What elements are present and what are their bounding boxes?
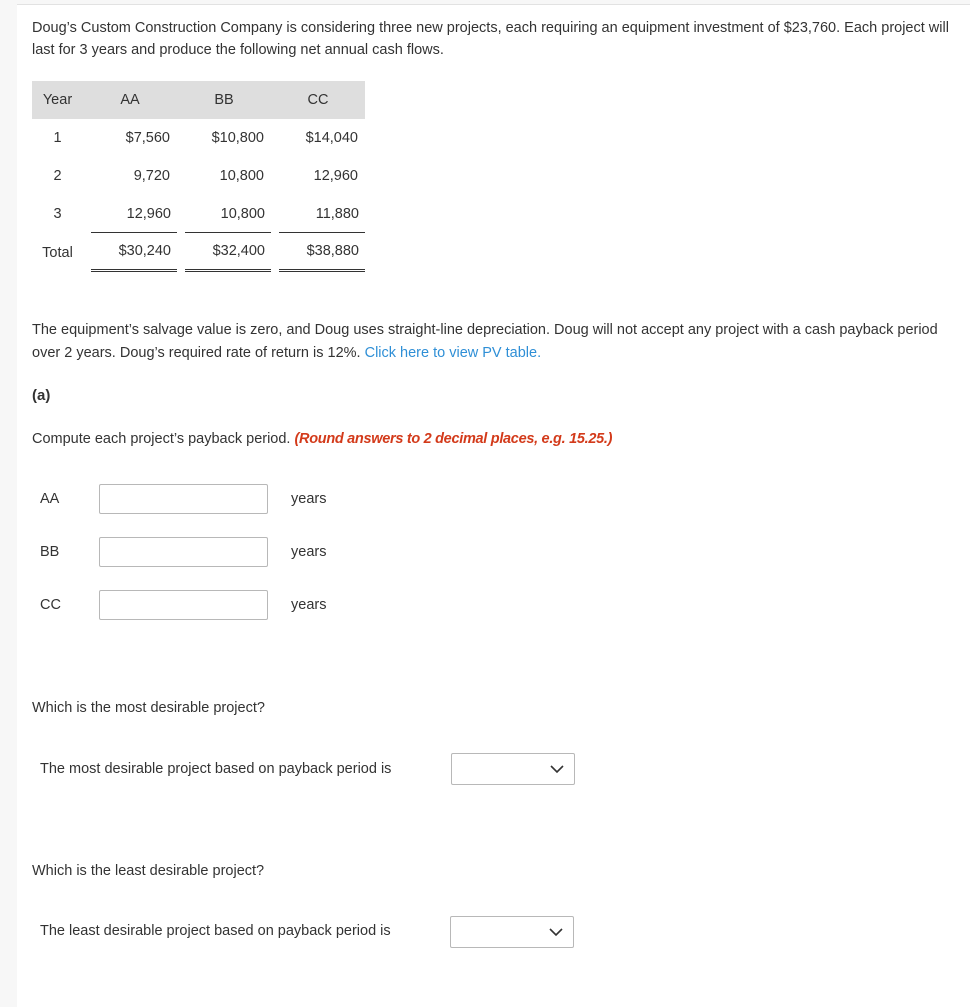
payback-aa-input[interactable] xyxy=(99,484,268,514)
answer-row-aa xyxy=(32,484,432,516)
assumptions-text xyxy=(32,319,962,365)
header-aa: AA xyxy=(83,81,177,119)
bb-total: $32,400 xyxy=(185,233,271,272)
cc-value: 12,960 xyxy=(313,168,358,184)
instruction-text: Compute each project’s payback period. xyxy=(32,431,291,447)
answer-label: AA xyxy=(40,491,60,507)
aa-total: $30,240 xyxy=(91,233,177,272)
year-cell: 1 xyxy=(53,130,62,146)
unit-label: years xyxy=(291,597,327,613)
least-desirable-select[interactable] xyxy=(450,916,574,948)
pv-table-link[interactable]: Click here to view PV table. xyxy=(364,345,542,361)
answer-label: BB xyxy=(40,544,60,560)
unit-label: years xyxy=(291,544,327,560)
bb-value: $10,800 xyxy=(211,130,264,146)
least-desirable-question: Which is the least desirable project? xyxy=(32,863,265,879)
cash-flow-table xyxy=(32,81,365,272)
answer-label: CC xyxy=(40,597,61,613)
table-row xyxy=(32,157,365,195)
intro-text: Doug’s Custom Construction Company is considering three new projects, each requiring an equipment investment of $23,760. Each project will last for 3 years and produce the following net annual cash flows. xyxy=(32,20,949,58)
bb-value: 10,800 xyxy=(185,196,271,233)
header-year: Year xyxy=(32,81,83,119)
payback-bb-input[interactable] xyxy=(99,537,268,567)
chevron-down-icon xyxy=(549,763,565,775)
rounding-hint: (Round answers to 2 decimal places, e.g. 15.25.) xyxy=(294,431,613,447)
table-header-row xyxy=(32,81,365,119)
answer-row-cc xyxy=(32,590,432,622)
table-row xyxy=(32,195,365,233)
total-label: Total xyxy=(42,244,73,261)
question-panel xyxy=(17,4,970,1007)
instruction xyxy=(32,431,612,447)
aa-value: 9,720 xyxy=(133,168,170,184)
cc-value: $14,040 xyxy=(305,130,358,146)
cc-total: $38,880 xyxy=(279,233,365,272)
header-bb: BB xyxy=(177,81,271,119)
part-label: (a) xyxy=(32,387,51,404)
bb-value: 10,800 xyxy=(219,168,264,184)
year-cell: 3 xyxy=(53,206,62,222)
answer-row-bb xyxy=(32,537,432,569)
aa-value: 12,960 xyxy=(91,196,177,233)
table-row xyxy=(32,119,365,157)
most-desirable-select[interactable] xyxy=(451,753,575,785)
least-desirable-text: The least desirable project based on payback period is xyxy=(40,923,391,939)
chevron-down-icon xyxy=(548,926,564,938)
header-cc: CC xyxy=(271,81,365,119)
cc-value: 11,880 xyxy=(279,196,365,233)
payback-cc-input[interactable] xyxy=(99,590,268,620)
table-total-row xyxy=(32,233,365,272)
aa-value: $7,560 xyxy=(125,130,170,146)
assumptions-body: The equipment’s salvage value is zero, and Doug uses straight-line depreciation. Doug will not accept any project with a cash payback period over 2 years. Doug’s required rate of return is 12%. xyxy=(32,322,938,361)
most-desirable-question: Which is the most desirable project? xyxy=(32,700,265,716)
most-desirable-text: The most desirable project based on payback period is xyxy=(40,761,392,777)
unit-label: years xyxy=(291,491,327,507)
year-cell: 2 xyxy=(53,168,62,184)
